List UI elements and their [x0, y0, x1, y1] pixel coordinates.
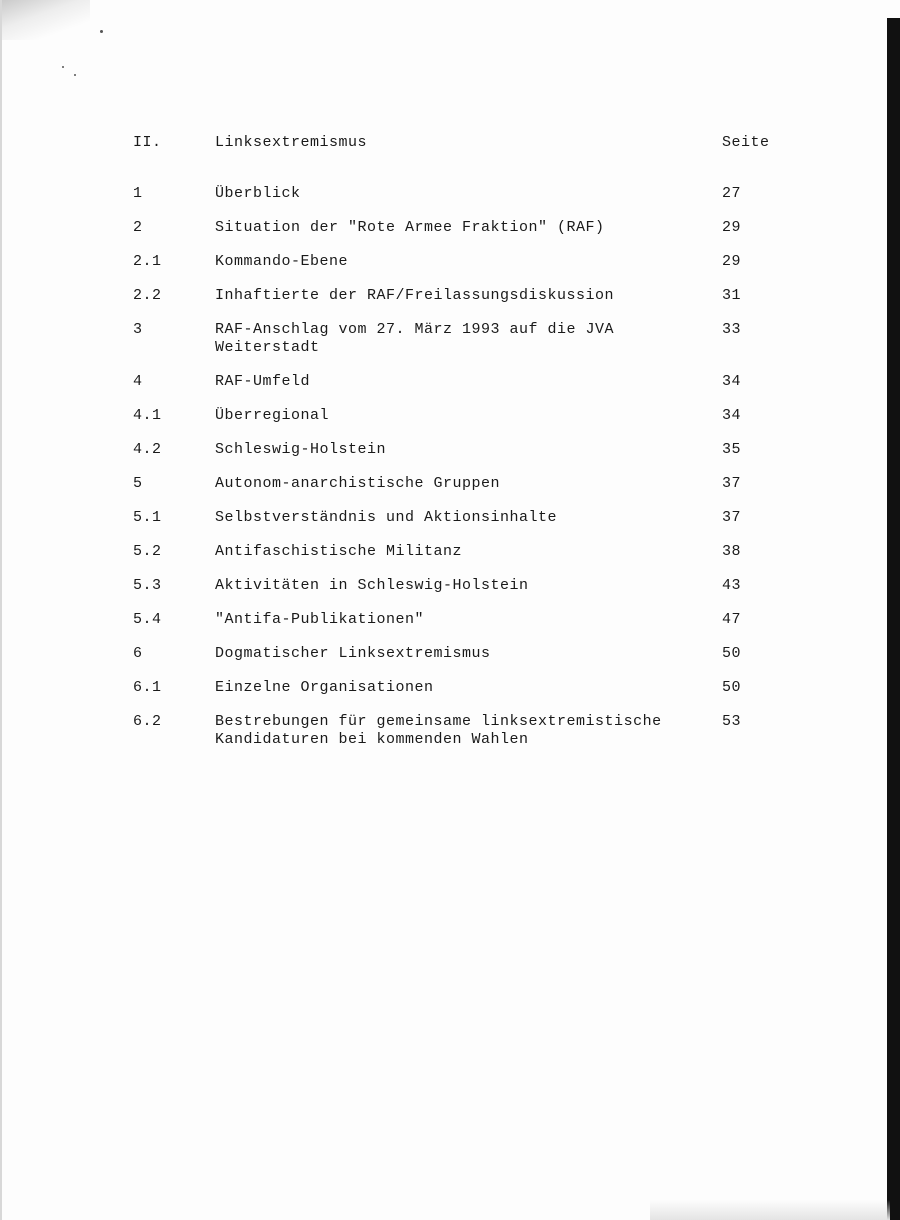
scan-bottom-shadow: [650, 1200, 890, 1220]
entry-page: 50: [722, 645, 742, 662]
entry-number: 2: [133, 219, 143, 236]
entry-title: Kommando-Ebene: [215, 253, 349, 270]
entry-title: Selbstverständnis und Aktionsinhalte: [215, 509, 558, 526]
entry-number: 5.3: [133, 577, 162, 594]
entry-number: 4.1: [133, 407, 162, 424]
entry-number: 4: [133, 373, 143, 390]
section-number: II.: [133, 134, 162, 151]
entry-title: "Antifa-Publikationen": [215, 611, 425, 628]
entry-number: 3: [133, 321, 143, 338]
entry-page: 31: [722, 287, 742, 304]
toc-entry: [0, 679, 900, 697]
entry-number: 5: [133, 475, 143, 492]
scan-corner-smudge: [0, 0, 90, 40]
entry-page: 29: [722, 253, 742, 270]
entry-title: Dogmatischer Linksextremismus: [215, 645, 491, 662]
toc-entry: [0, 219, 900, 237]
entry-title: Einzelne Organisationen: [215, 679, 434, 696]
toc-entry: [0, 373, 900, 391]
entry-title: Inhaftierte der RAF/Freilassungsdiskussion: [215, 287, 615, 304]
entry-title: Bestrebungen für gemeinsame linksextremistische Kandidaturen bei kommenden Wahlen: [215, 713, 662, 748]
entry-title: Antifaschistische Militanz: [215, 543, 463, 560]
section-title: Linksextremismus: [215, 134, 368, 151]
entry-page: 50: [722, 679, 742, 696]
entry-number: 5.4: [133, 611, 162, 628]
entry-number: 6.1: [133, 679, 162, 696]
toc-entry: [0, 509, 900, 527]
toc-entry: [0, 611, 900, 629]
entry-number: 5.1: [133, 509, 162, 526]
entry-page: 47: [722, 611, 742, 628]
toc-entry: [0, 407, 900, 425]
entry-title: Überregional: [215, 407, 330, 424]
entry-number: 2.2: [133, 287, 162, 304]
toc-entry: [0, 645, 900, 663]
toc-entry: [0, 475, 900, 493]
entry-page: 53: [722, 713, 742, 730]
entry-title: Aktivitäten in Schleswig-Holstein: [215, 577, 529, 594]
entry-page: 34: [722, 373, 742, 390]
entry-page: 37: [722, 475, 742, 492]
entry-number: 6: [133, 645, 143, 662]
toc-entry: [0, 321, 900, 357]
entry-title: RAF-Umfeld: [215, 373, 311, 390]
table-of-contents: [0, 185, 900, 765]
entry-page: 29: [722, 219, 742, 236]
toc-entry: [0, 185, 900, 203]
toc-entry: [0, 543, 900, 561]
scan-speck: [74, 74, 76, 76]
toc-entry: [0, 253, 900, 271]
entry-page: 34: [722, 407, 742, 424]
entry-title: Situation der "Rote Armee Fraktion" (RAF): [215, 219, 605, 236]
entry-number: 2.1: [133, 253, 162, 270]
entry-title: Schleswig-Holstein: [215, 441, 387, 458]
entry-page: 27: [722, 185, 742, 202]
entry-page: 33: [722, 321, 742, 338]
entry-title: RAF-Anschlag vom 27. März 1993 auf die JVA Weiterstadt: [215, 321, 615, 356]
entry-page: 43: [722, 577, 742, 594]
entry-number: 4.2: [133, 441, 162, 458]
entry-page: 35: [722, 441, 742, 458]
entry-page: 38: [722, 543, 742, 560]
entry-title: Überblick: [215, 185, 301, 202]
entry-title: Autonom-anarchistische Gruppen: [215, 475, 501, 492]
entry-number: 6.2: [133, 713, 162, 730]
entry-number: 5.2: [133, 543, 162, 560]
toc-entry: [0, 713, 900, 749]
entry-number: 1: [133, 185, 143, 202]
entry-page: 37: [722, 509, 742, 526]
scan-speck: [100, 30, 103, 33]
toc-entry: [0, 577, 900, 595]
toc-entry: [0, 287, 900, 305]
toc-entry: [0, 441, 900, 459]
scan-speck: [62, 66, 64, 68]
page-column-label: Seite: [722, 134, 770, 151]
toc-header: [0, 134, 900, 156]
